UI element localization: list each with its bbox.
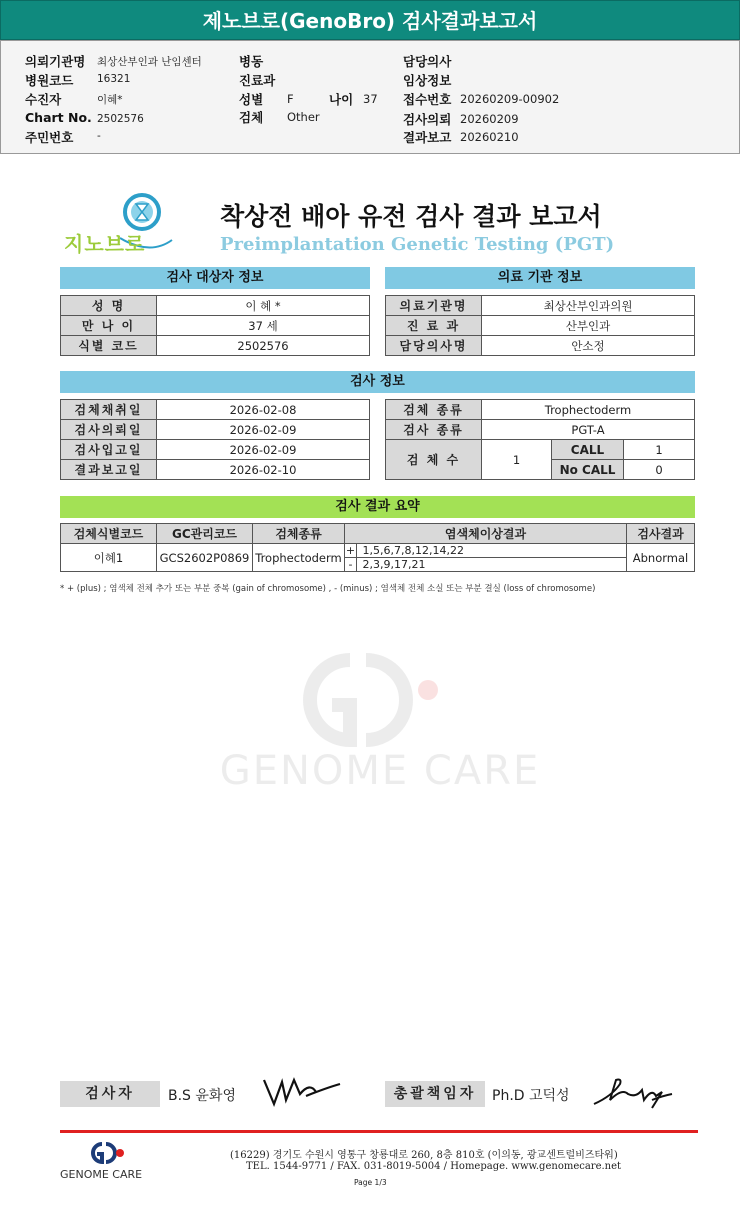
collected-label: 검체채취일	[61, 400, 157, 420]
resident-label: 주민번호	[25, 130, 74, 145]
plus-sign: +	[345, 544, 356, 557]
institution-doctor-label: 담당의사명	[386, 336, 482, 356]
summary-header-gc-code: GC관리코드	[157, 524, 253, 544]
director-label: 총괄책임자	[385, 1081, 485, 1107]
director-signature	[592, 1074, 674, 1110]
subject-section-header: 검사 대상자 정보	[60, 267, 370, 289]
count-label: 검 체 수	[386, 440, 482, 480]
footer-address: (16229) 경기도 수원시 영통구 창룡대로 260, 8층 810호 (이의동, 광교센트럴비즈타워)	[230, 1150, 618, 1161]
call-label: CALL	[552, 440, 624, 460]
watermark	[200, 650, 560, 800]
legend-note: * + (plus) ; 염색체 전체 추가 또는 부분 중복 (gain of chromosome) , - (minus) ; 염색체 전체 소실 또는 부분 결실 (loss of chromosome)	[60, 584, 596, 594]
chart-value: 2502576	[97, 113, 144, 125]
institution-name-label: 의료기관명	[386, 296, 482, 316]
summary-type: Trophectoderm	[253, 544, 345, 572]
summary-header-result: 검사결과	[627, 524, 695, 544]
nocall-value: 0	[624, 460, 695, 480]
institution-dept-value: 산부인과	[482, 316, 695, 336]
institution-value: 최상산부인과 난임센터	[97, 56, 202, 68]
minus-value: 2,3,9,17,21	[362, 558, 426, 571]
specimen-type-value: Trophectoderm	[482, 400, 695, 420]
summary-result: Abnormal	[627, 544, 695, 572]
sex-value: F	[287, 92, 294, 106]
footer-logo-text: GENOME CARE	[60, 1168, 143, 1181]
clinical-label: 임상정보	[403, 73, 452, 88]
report-title-english: Preimplantation Genetic Testing (PGT)	[220, 234, 615, 255]
summary-gc-code: GCS2602P0869	[157, 544, 253, 572]
header-info-panel	[0, 40, 740, 154]
footer-logo	[60, 1140, 160, 1184]
age-value: 37	[363, 92, 378, 106]
receipt-label: 접수번호	[403, 92, 452, 107]
test-type-table	[385, 399, 695, 480]
subject-age-value: 37 세	[157, 316, 370, 336]
summary-sample: 이혜1	[61, 544, 157, 572]
requested-label: 검사의뢰일	[61, 420, 157, 440]
plus-value: 1,5,6,7,8,12,14,22	[362, 544, 464, 557]
specimen-value: Other	[287, 110, 320, 124]
footer-divider	[60, 1130, 698, 1133]
summary-abnormality	[345, 544, 627, 572]
summary-header-type: 검체종류	[253, 524, 345, 544]
reported-value: 2026-02-10	[157, 460, 370, 480]
patient-label: 수진자	[25, 92, 62, 107]
ward-label: 병동	[239, 54, 264, 69]
genome-care-logo-icon	[82, 1140, 128, 1166]
received-label: 검사입고일	[61, 440, 157, 460]
watermark-text: GENOME CARE	[219, 748, 541, 794]
institution-doctor-value: 안소정	[482, 336, 695, 356]
tester-signature	[260, 1074, 342, 1108]
summary-table	[60, 523, 695, 572]
report-title-bar: 제노브로(GenoBro) 검사결과보고서	[0, 0, 740, 40]
logo-text: 지노브로	[64, 232, 146, 256]
request-value: 20260209	[460, 112, 519, 126]
patient-value: 이혜*	[97, 94, 123, 106]
test-info-section-header: 검사 정보	[60, 371, 695, 393]
summary-header-abnormality: 염색체이상결과	[345, 524, 627, 544]
director-name: Ph.D 고덕성	[492, 1088, 570, 1104]
subject-age-label: 만 나 이	[61, 316, 157, 336]
test-type-value: PGT-A	[482, 420, 695, 440]
report-title-korean: 착상전 배아 유전 검사 결과 보고서	[220, 202, 602, 231]
receipt-value: 20260209-00902	[460, 92, 560, 106]
genobro-logo	[60, 190, 180, 260]
request-label: 검사의뢰	[403, 112, 452, 127]
resident-value: -	[97, 130, 101, 142]
subject-name-value: 이 혜 *	[157, 296, 370, 316]
sex-label: 성별	[239, 92, 264, 107]
subject-table	[60, 295, 370, 356]
chart-label: Chart No.	[25, 110, 92, 125]
summary-section-header: 검사 결과 요약	[60, 496, 695, 518]
hospital-code-label: 병원코드	[25, 73, 74, 88]
call-value: 1	[624, 440, 695, 460]
nocall-label: No CALL	[552, 460, 624, 480]
tester-name: B.S 윤화영	[168, 1088, 236, 1104]
subject-id-label: 식별 코드	[61, 336, 157, 356]
footer-contact: TEL. 1544-9771 / FAX. 031-8019-5004 / Homepage. www.genomecare.net	[246, 1161, 622, 1172]
requested-value: 2026-02-09	[157, 420, 370, 440]
tester-label: 검사자	[60, 1081, 160, 1107]
count-value: 1	[482, 440, 552, 480]
test-type-label: 검사 종류	[386, 420, 482, 440]
specimen-type-label: 검체 종류	[386, 400, 482, 420]
test-dates-table	[60, 399, 370, 480]
dept-label: 진료과	[239, 73, 276, 88]
subject-name-label: 성 명	[61, 296, 157, 316]
report-label: 결과보고	[403, 130, 452, 145]
institution-section-header: 의료 기관 정보	[385, 267, 695, 289]
institution-name-value: 최상산부인과의원	[482, 296, 695, 316]
table-row	[61, 544, 695, 572]
hospital-code-value: 16321	[97, 73, 131, 85]
institution-label: 의뢰기관명	[25, 54, 86, 69]
reported-label: 결과보고일	[61, 460, 157, 480]
page-number: Page 1/3	[354, 1178, 387, 1187]
collected-value: 2026-02-08	[157, 400, 370, 420]
subject-id-value: 2502576	[157, 336, 370, 356]
received-value: 2026-02-09	[157, 440, 370, 460]
specimen-label: 검체	[239, 110, 264, 125]
age-label: 나이	[329, 92, 354, 107]
institution-table	[385, 295, 695, 356]
summary-header-sample: 검체식별코드	[61, 524, 157, 544]
report-value: 20260210	[460, 130, 519, 144]
minus-sign: -	[345, 558, 357, 571]
institution-dept-label: 진 료 과	[386, 316, 482, 336]
doctor-label: 담당의사	[403, 54, 452, 69]
